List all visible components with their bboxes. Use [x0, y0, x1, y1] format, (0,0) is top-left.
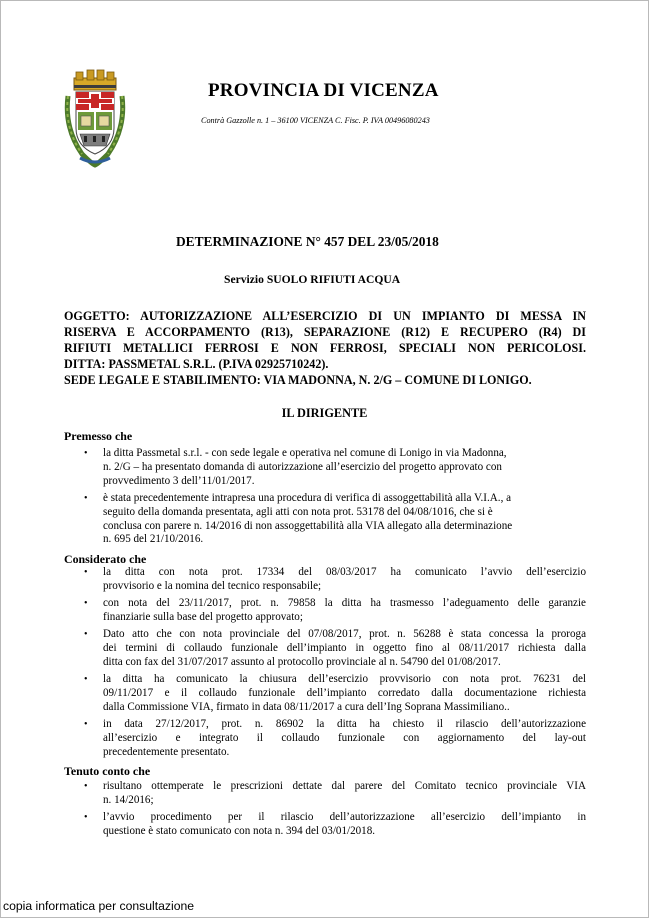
subject-line: SEDE LEGALE E STABILIMENTO: VIA MADONNA, N. 2/G – COMUNE DI LONIGO.: [64, 373, 532, 387]
list-item-line: all’esercizio e integrato il collaudo funzionale con aggiornamento del lay-out: [103, 732, 586, 745]
list-item: [84, 447, 586, 488]
bullet-icon: •: [84, 598, 88, 610]
subject-block: [64, 308, 586, 388]
list-item-line: provvedimento 3 dell’11/01/2017.: [103, 474, 255, 487]
organization-address: Contrà Gazzolle n. 1 – 36100 VICENZA C. Fisc. P. IVA 00496080243: [201, 116, 430, 125]
list-item-line: precedentemente presentato.: [103, 745, 230, 758]
list-item: [84, 566, 586, 594]
list-item: [84, 491, 586, 547]
list-item-line: in data 27/12/2017, prot. n. 86902 la ditta ha chiesto il rilascio dell’autorizzazione: [103, 718, 586, 731]
subject-line: OGGETTO: AUTORIZZAZIONE ALL’ESERCIZIO DI UN IMPIANTO DI MESSA IN: [64, 309, 586, 323]
list-item-line: risultano ottemperate le prescrizioni dettate dal parere del Comitato tecnico provinciale VIA: [103, 780, 586, 792]
footer-copy-note: copia informatica per consultazione: [3, 899, 195, 913]
list-item-line: questione è stato comunicato con nota n. 394 del 03/01/2018.: [103, 824, 376, 837]
bullet-icon: •: [84, 448, 88, 459]
list-item: [84, 811, 586, 839]
province-coat-of-arms-icon: [62, 68, 128, 168]
list-item-line: finanziarie sulla base del progetto approvato;: [103, 610, 303, 623]
list-item: [84, 673, 586, 714]
heading-tenuto: Tenuto conto che: [64, 764, 151, 778]
bullet-icon: •: [84, 812, 88, 824]
list-item-line: seguito della domanda presentata, agli atti con nota prot. 53178 del 04/08/1016, che si è: [103, 505, 493, 518]
considerato-list: [84, 566, 586, 763]
determination-title: DETERMINAZIONE N° 457 DEL 23/05/2018: [176, 234, 439, 249]
bullet-icon: •: [84, 674, 88, 686]
list-item: [84, 628, 586, 669]
subject-line: RISERVA E ACCORPAMENTO (R13), SEPARAZIONE (R12) E RECUPERO (R4) DI: [64, 325, 586, 339]
list-item: [84, 718, 586, 759]
list-item-line: dalla Commissione VIA, firmato in data 08/11/2017 a cura dell’Ing Soprana Massimiliano..: [103, 700, 510, 713]
tenuto-list: [84, 780, 586, 842]
bullet-icon: •: [84, 567, 88, 578]
list-item-line: l’avvio procedimento per il rilascio dell’autorizzazione all’esercizio dell’impianto in: [103, 811, 586, 824]
list-item-line: n. 14/2016;: [103, 793, 154, 806]
bullet-icon: •: [84, 719, 88, 731]
heading-premesso: Premesso che: [64, 429, 133, 443]
list-item-line: conclusa con parere n. 14/2016 di non assoggettabilità alla VIA allegato alla determinazione: [103, 519, 513, 532]
list-item-line: con nota del 23/11/2017, prot. n. 79858 la ditta ha trasmesso l’adeguamento delle garanzie: [103, 597, 586, 610]
organization-name: PROVINCIA DI VICENZA: [208, 80, 439, 101]
list-item-line: ditta con fax del 31/07/2017 assunto al protocollo provinciale al n. 54790 del 01/08/2017.: [103, 655, 501, 668]
list-item-line: la ditta con nota prot. 17334 del 08/03/2017 ha comunicato l’avvio dell’esercizio: [103, 566, 586, 578]
bullet-icon: •: [84, 629, 88, 641]
list-item-line: 09/11/2017 e il collaudo funzionale dell’impianto corredato dalla documentazione richiesta: [103, 687, 586, 700]
list-item: [84, 780, 586, 808]
subject-line: DITTA: PASSMETAL S.R.L. (P.IVA 02925710242).: [64, 357, 329, 371]
list-item: [84, 597, 586, 625]
heading-considerato: Considerato che: [64, 552, 147, 566]
bullet-icon: •: [84, 492, 88, 504]
list-item-line: provvisorio e la nomina del tecnico responsabile;: [103, 579, 322, 592]
list-item-line: la ditta ha comunicato la chiusura dell’esercizio provvisorio con nota prot. 76231 del: [103, 673, 586, 686]
list-item-line: Dato atto che con nota provinciale del 07/08/2017, prot. n. 56288 è stata concessa la proroga: [103, 628, 586, 641]
list-item-line: la ditta Passmetal s.r.l. - con sede legale e operativa nel comune di Lonigo in via Madonna,: [103, 447, 507, 459]
section-title-dirigente: IL DIRIGENTE: [281, 406, 368, 420]
subject-line: RIFIUTI METALLICI FERROSI E NON FERROSI, SPECIALI NON PERICOLOSI.: [64, 341, 586, 355]
list-item-line: è stata precedentemente intrapresa una procedura di verifica di assoggettabilità alla V.I.A., a: [103, 491, 512, 504]
list-item-line: n. 695 del 21/10/2016.: [103, 533, 204, 546]
list-item-line: n. 2/G – ha presentato domanda di autorizzazione all’esercizio del progetto approvato con: [103, 460, 502, 473]
list-item-line: dei termini di collaudo funzionale dell’impianto in oggetto fino al 08/11/2017 richiesta dalla: [103, 642, 586, 655]
premesso-list: [84, 447, 586, 551]
bullet-icon: •: [84, 781, 88, 792]
service-label: Servizio SUOLO RIFIUTI ACQUA: [224, 273, 401, 286]
